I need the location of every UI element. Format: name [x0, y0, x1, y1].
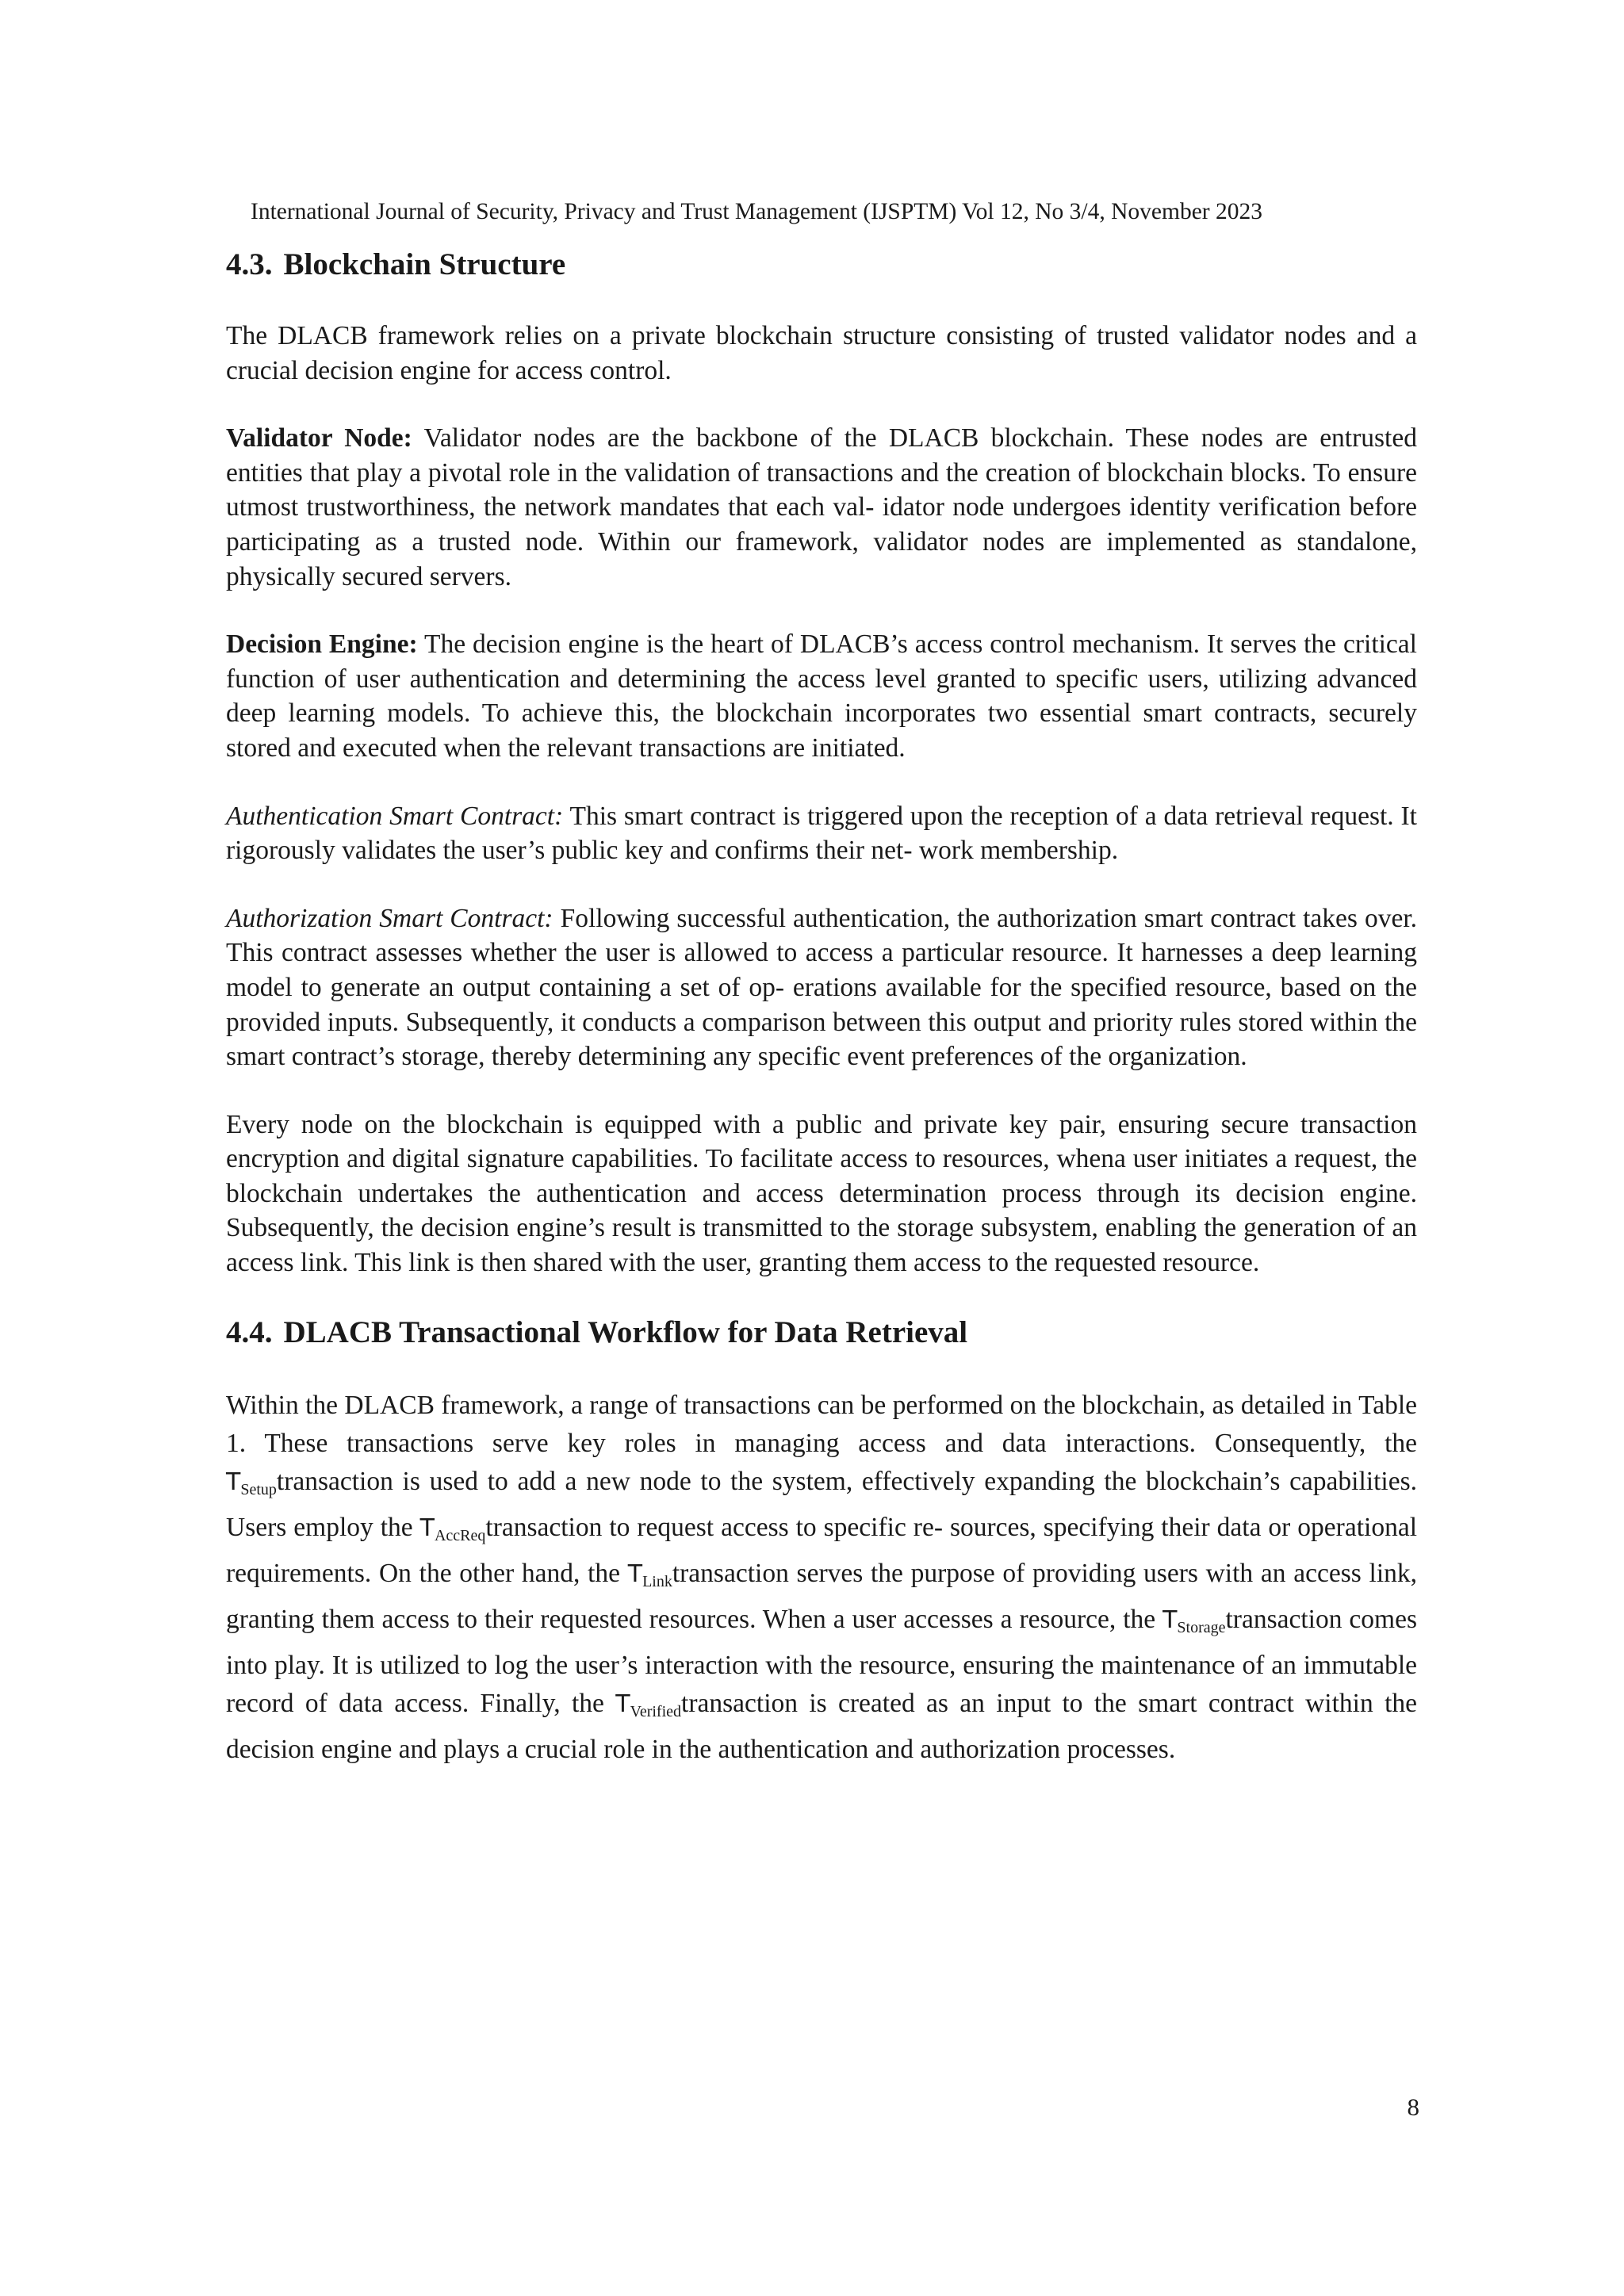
main-content — [226, 244, 1417, 1769]
authentication-contract-paragraph — [226, 799, 1417, 868]
section-number: 4.4. — [226, 1314, 273, 1349]
authentication-contract-text: This smart contract is triggered upon the reception of a data retrieval request. It rigorously validates the user’s public key and confirms their net- work membership. — [226, 801, 1417, 866]
running-head: International Journal of Security, Privacy and Trust Management (IJSPTM) Vol 12, No 3/4, November 2023 — [251, 199, 1262, 224]
validator-node-paragraph — [226, 421, 1417, 594]
section-title: DLACB Transactional Workflow for Data Retrieval — [283, 1314, 968, 1349]
intro-paragraph: The DLACB framework relies on a private blockchain structure consisting of trusted validator nodes and a crucial decision engine for access control. — [226, 321, 1417, 385]
authentication-contract-label: Authentication Smart Contract: — [226, 801, 564, 831]
t-accreq-symbol: $T_{AccReq}$ — [419, 1513, 486, 1544]
decision-engine-text: The decision engine is the heart of DLACB’s access control mechanism. It serves the critical function of user authentication and determining the access level granted to specific users, utilizing advanced deep learning models. To achieve this, the blockchain incorporates two essential smart contracts, securely stored and executed when the relevant transactions are initiated. — [226, 629, 1417, 763]
authorization-contract-paragraph — [226, 901, 1417, 1074]
key-pair-paragraph: Every node on the blockchain is equipped with a public and private key pair, ensuring secure transaction encryption and digital signature capabilities. To facilitate access to resources, whena user initiates a request, the blockchain undertakes the authentication and access determination process through its decision engine. Subsequently, the decision engine’s result is transmitted to the storage subsystem, enabling the generation of an access link. This link is then shared with the user, granting them access to the requested resource. — [226, 1109, 1417, 1278]
section-heading-4-4 — [226, 1312, 1417, 1353]
decision-engine-label: Decision Engine: — [226, 629, 418, 660]
authorization-contract-text: Following successful authentication, the authorization smart contract takes over. This contract assesses whether the user is allowed to access a particular resource. It harnesses a deep learning model to generate an output containing a set of op- erations available for the specified resource, based on the provided inputs. Subsequently, it conducts a comparison between this output and priority rules stored within the smart contract’s storage, thereby determining any specific event preferences of the organization. — [226, 903, 1417, 1072]
transactions-paragraph: Within the DLACB framework, a range of transactions can be performed on the blockchain, as detailed in Table 1. These transactions serve key roles in managing access and data interactions. Consequently, the $T_{Setup}transaction$ is used to add a new node to the system, effectively expanding the blockchain’s capabilities. Users employ the $T_{AccReq}transaction$ to request access to specific re- sources, specifying their data or operational requirements. On the other hand, the $T_{Link}transaction$ serves the purpose of providing users with an access link, granting them access to their requested resources. When a user accesses a resource, the $T_{Storage}transaction$ comes into play. It is utilized to log the user’s interaction with the resource, ensuring the maintenance of an immutable record of data access. Finally, the $T_{Verified}transaction$ is created as an input to the smart contract within the decision engine and plays a crucial role in the authentication and authorization processes. — [226, 1390, 1418, 1764]
section-title: Blockchain Structure — [283, 247, 566, 281]
page-number: 8 — [1407, 2093, 1419, 2121]
decision-engine-paragraph — [226, 627, 1417, 765]
t-link-symbol: $T_{Link}$ — [627, 1559, 672, 1590]
t-storage-symbol: $T_{Storage}$ — [1162, 1605, 1226, 1636]
section-heading-4-3 — [226, 244, 1417, 285]
authorization-contract-label: Authorization Smart Contract: — [226, 903, 553, 933]
t-setup-symbol: $T_{Setup}$ — [226, 1468, 277, 1498]
validator-node-label: Validator Node: — [226, 423, 412, 453]
validator-node-text: Validator nodes are the backbone of the DLACB blockchain. These nodes are entrusted entities that play a pivotal role in the validation of transactions and the creation of blockchain blocks. To ensure utmost trustworthiness, the network mandates that each val- idator node undergoes identity verification before participating as a trusted node. Within our framework, validator nodes are implemented as standalone, physically secured servers. — [226, 423, 1417, 591]
t-verified-symbol: $T_{Verified}$ — [615, 1689, 682, 1720]
section-number: 4.3. — [226, 247, 273, 281]
